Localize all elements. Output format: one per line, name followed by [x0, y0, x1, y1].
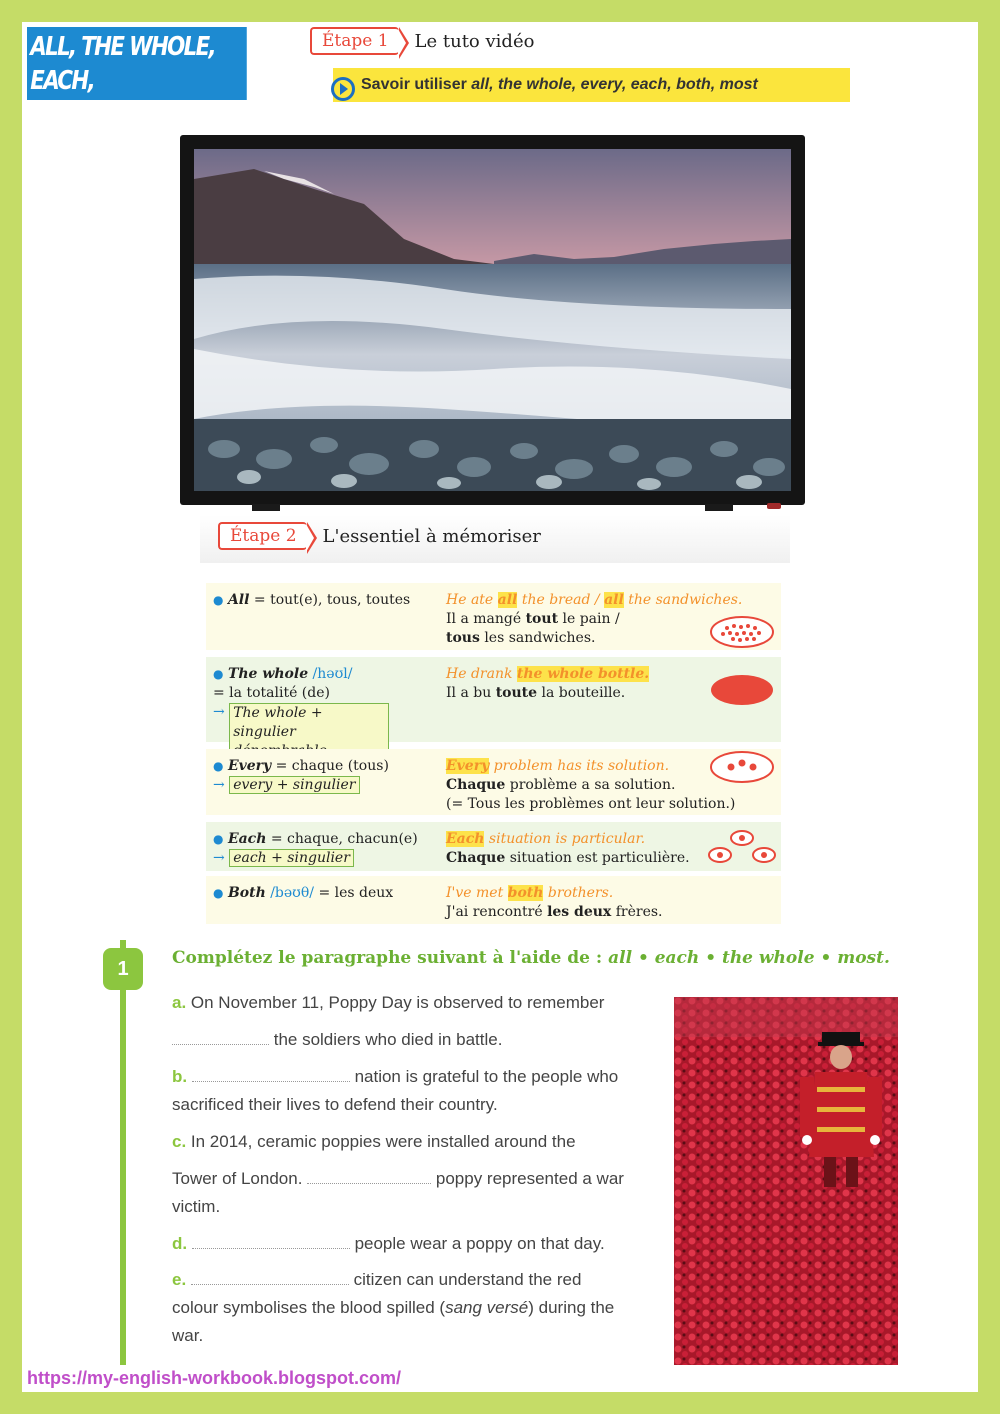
- term-both: Both: [227, 885, 266, 901]
- etape-2-tag: Étape 2: [218, 522, 307, 550]
- etape-1-tag: Étape 1: [310, 27, 399, 55]
- video-title-prefix: Savoir utiliser: [361, 76, 467, 93]
- def-all: = tout(e), tous, toutes: [249, 592, 411, 608]
- grammar-row-all: ● All = tout(e), tous, toutes He ate all the bread / all the sandwiches. Il a mangé tout le pain / tous les sandwiches.: [206, 583, 781, 650]
- def-both: = les deux: [314, 885, 394, 901]
- landscape-image: [194, 149, 791, 491]
- term-all: All: [227, 592, 250, 608]
- etape-1-label: Le tuto vidéo: [414, 30, 535, 52]
- example-en-each: Each situation is particular.: [446, 831, 646, 847]
- rule-every: every + singulier: [229, 776, 359, 794]
- blank-b[interactable]: [192, 1064, 350, 1082]
- title-line-2: EVERY, BOTH, MOST: [30, 100, 242, 130]
- example-en-every: Every problem has its solution.: [446, 758, 670, 774]
- example-fr-all: Il a mangé tout le pain / tous les sandwiches.: [446, 611, 620, 646]
- exercise-instruction: Complétez le paragraphe suivant à l'aide de : all • each • the whole • most.: [172, 948, 890, 968]
- blank-e[interactable]: [191, 1267, 349, 1285]
- exercise-item-b: b. nation is grateful to the people who sacrificed their lives to defend their country.: [172, 1063, 662, 1119]
- exercise-number: 1: [103, 948, 143, 990]
- grammar-row-each: ● Each = chaque, chacun(e) → each + singulier Each situation is particular. Chaque situation est particulière.: [206, 822, 781, 871]
- grammar-row-both: ● Both /bəʊθ/ = les deux I've met both brothers. J'ai rencontré les deux frères.: [206, 876, 781, 924]
- video-title-bar[interactable]: [333, 68, 850, 102]
- example-en-both: I've met both brothers.: [446, 885, 614, 901]
- video-thumbnail[interactable]: [194, 149, 791, 491]
- example-fr-both: J'ai rencontré les deux frères.: [446, 904, 663, 920]
- grammar-row-every: ● Every = chaque (tous) → every + singulier Every problem has its solution. Chaque problème a sa solution. (= Tous les problèmes ont leur solution.): [206, 749, 781, 815]
- def-every: = chaque (tous): [271, 758, 389, 774]
- etape-2-header: [218, 522, 541, 550]
- grammar-row-the-whole: ● The whole /həʊl/ = la totalité (de) → The whole + singulier He drank the whole bottle. Il a bu toute la bouteille.: [206, 657, 781, 742]
- blank-c[interactable]: [307, 1166, 431, 1184]
- example-fr-each: Chaque situation est particulière.: [446, 850, 690, 866]
- blank-a[interactable]: [172, 1027, 269, 1045]
- phonetic-both: /bəʊθ/: [265, 885, 315, 901]
- phonetic-the-whole: /həʊl/: [308, 666, 353, 682]
- worksheet-title: [27, 27, 247, 130]
- video-player[interactable]: [180, 135, 805, 505]
- title-line-1: ALL, THE WHOLE, EACH,: [30, 32, 215, 96]
- def-the-whole: = la totalité (de): [213, 685, 330, 701]
- poppies-photo: [674, 997, 898, 1365]
- poppy-field-image: [674, 997, 898, 1365]
- example-en-the-whole: He drank the whole bottle.: [446, 666, 650, 682]
- play-icon[interactable]: [331, 77, 355, 101]
- exercise-item-d: d. people wear a poppy on that day.: [172, 1230, 662, 1258]
- rule-the-whole: The whole + singulier: [229, 703, 389, 762]
- def-each: = chaque, chacun(e): [266, 831, 418, 847]
- example-en-all: He ate all the bread / all the sandwiches.: [446, 592, 743, 608]
- etape-2-label: L'essentiel à mémoriser: [322, 525, 541, 547]
- separate-dots-icon: [706, 827, 778, 869]
- tv-foot-right: [705, 504, 733, 511]
- solid-oval-icon: [709, 673, 775, 707]
- video-title-words: all, the whole, every, each, both, most: [471, 76, 758, 93]
- term-the-whole: The whole: [227, 666, 309, 682]
- tv-led: [767, 503, 781, 509]
- exercise-item-c: c. In 2014, ceramic poppies were installed around the: [172, 1132, 576, 1151]
- etape-1-header: [310, 27, 534, 55]
- three-dots-icon: [709, 750, 775, 784]
- exercise-item-a-cont: the soldiers who died in battle.: [172, 1026, 662, 1054]
- many-dots-icon: [709, 615, 775, 649]
- example-fr-the-whole: Il a bu toute la bouteille.: [446, 685, 626, 701]
- exercise-word-list: all • each • the whole • most.: [608, 948, 890, 968]
- exercise-rule-line: [120, 940, 126, 1365]
- rule-each: each + singulier: [229, 849, 354, 867]
- tv-foot-left: [252, 504, 280, 511]
- blank-d[interactable]: [192, 1231, 350, 1249]
- exercise-item-c-cont: Tower of London. poppy represented a war victim.: [172, 1165, 662, 1221]
- footer-url-link[interactable]: https://my-english-workbook.blogspot.com/: [27, 1368, 402, 1388]
- exercise-item-a: a. On November 11, Poppy Day is observed to remember: [172, 993, 605, 1012]
- term-every: Every: [227, 758, 272, 774]
- exercise-item-e: e. citizen can understand the red colour symbolises the blood spilled (sang versé) during the war.: [172, 1266, 662, 1350]
- example-fr-every: Chaque problème a sa solution. (= Tous les problèmes ont leur solution.): [446, 777, 736, 812]
- term-each: Each: [227, 831, 267, 847]
